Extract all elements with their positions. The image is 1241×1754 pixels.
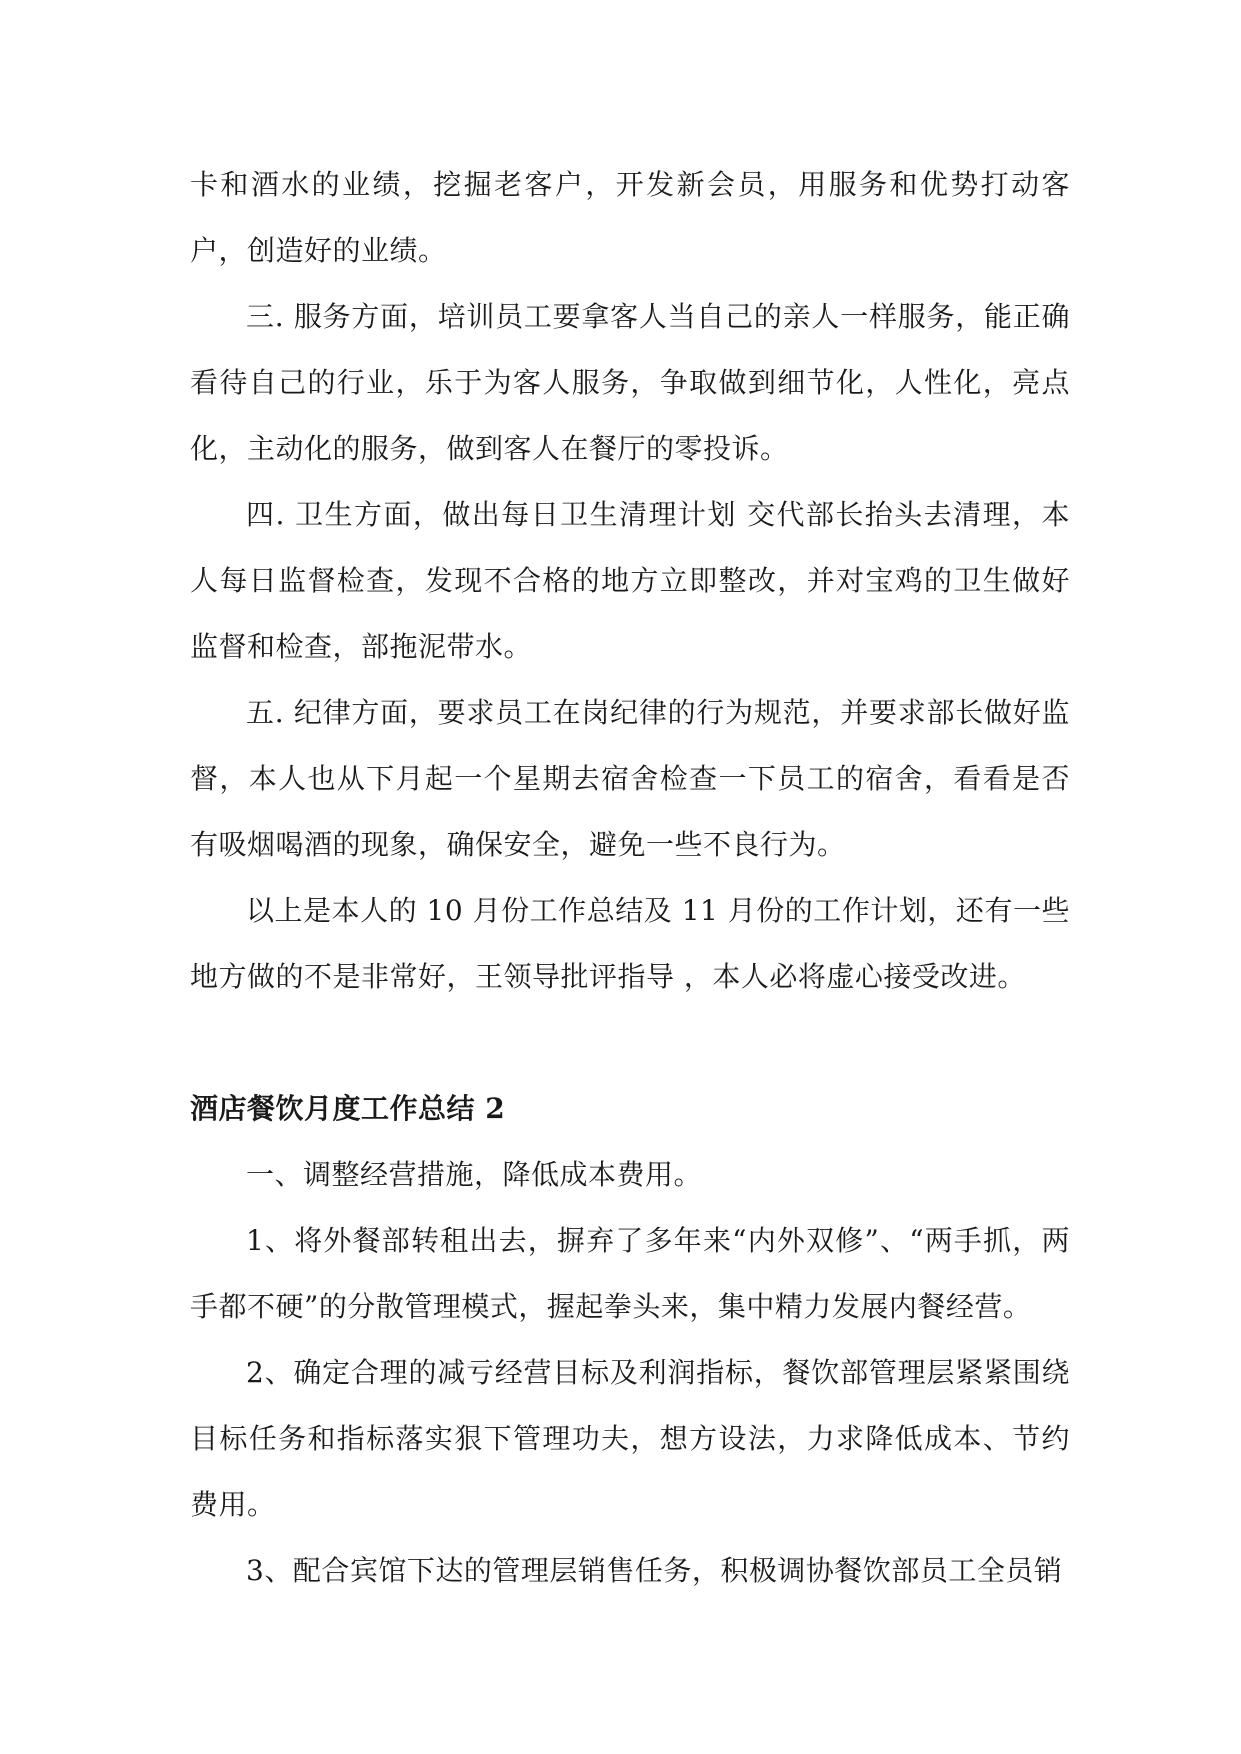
- document-body: [190, 152, 1070, 1604]
- paragraph-section-item-3: 3、配合宾馆下达的管理层销售任务，积极调协餐饮部员工全员销: [246, 1554, 1063, 1587]
- section-gap: [190, 1010, 1070, 1076]
- paragraph-conclusion: 以上是本人的 10 月份工作总结及 11 月份的工作计划，还有一些地方做的不是非常好，王领导批评指导 ，本人必将虚心接受改进。: [190, 894, 1070, 993]
- paragraph-continuation: 卡和酒水的业绩，挖掘老客户，开发新会员，用服务和优势打动客户，创造好的业绩。: [190, 168, 1070, 267]
- section-heading: 酒店餐饮月度工作总结 2: [190, 1092, 506, 1125]
- paragraph-section-item-2: 2、确定合理的减亏经营目标及利润指标，餐饮部管理层紧紧围绕目标任务和指标落实狠下管理功夫，想方设法，力求降低成本、节约费用。: [190, 1356, 1070, 1521]
- paragraph-discipline: 五. 纪律方面，要求员工在岗纪律的行为规范，并要求部长做好监督，本人也从下月起一个星期去宿舍检查一下员工的宿舍，看看是否有吸烟喝酒的现象，确保安全，避免一些不良行为。: [190, 696, 1070, 861]
- paragraph-hygiene: 四. 卫生方面，做出每日卫生清理计划 交代部长抬头去清理，本人每日监督检查，发现不合格的地方立即整改，并对宝鸡的卫生做好监督和检查，部拖泥带水。: [190, 498, 1070, 663]
- paragraph-section-item-1: 1、将外餐部转租出去，摒弃了多年来“内外双修”、“两手抓，两手都不硬”的分散管理模式，握起拳头来，集中精力发展内餐经营。: [190, 1224, 1070, 1323]
- paragraph-section-point-1: 一、调整经营措施，降低成本费用。: [246, 1158, 703, 1191]
- paragraph-service: 三. 服务方面，培训员工要拿客人当自己的亲人一样服务，能正确看待自己的行业，乐于为客人服务，争取做到细节化，人性化，亮点化，主动化的服务，做到客人在餐厅的零投诉。: [190, 300, 1070, 465]
